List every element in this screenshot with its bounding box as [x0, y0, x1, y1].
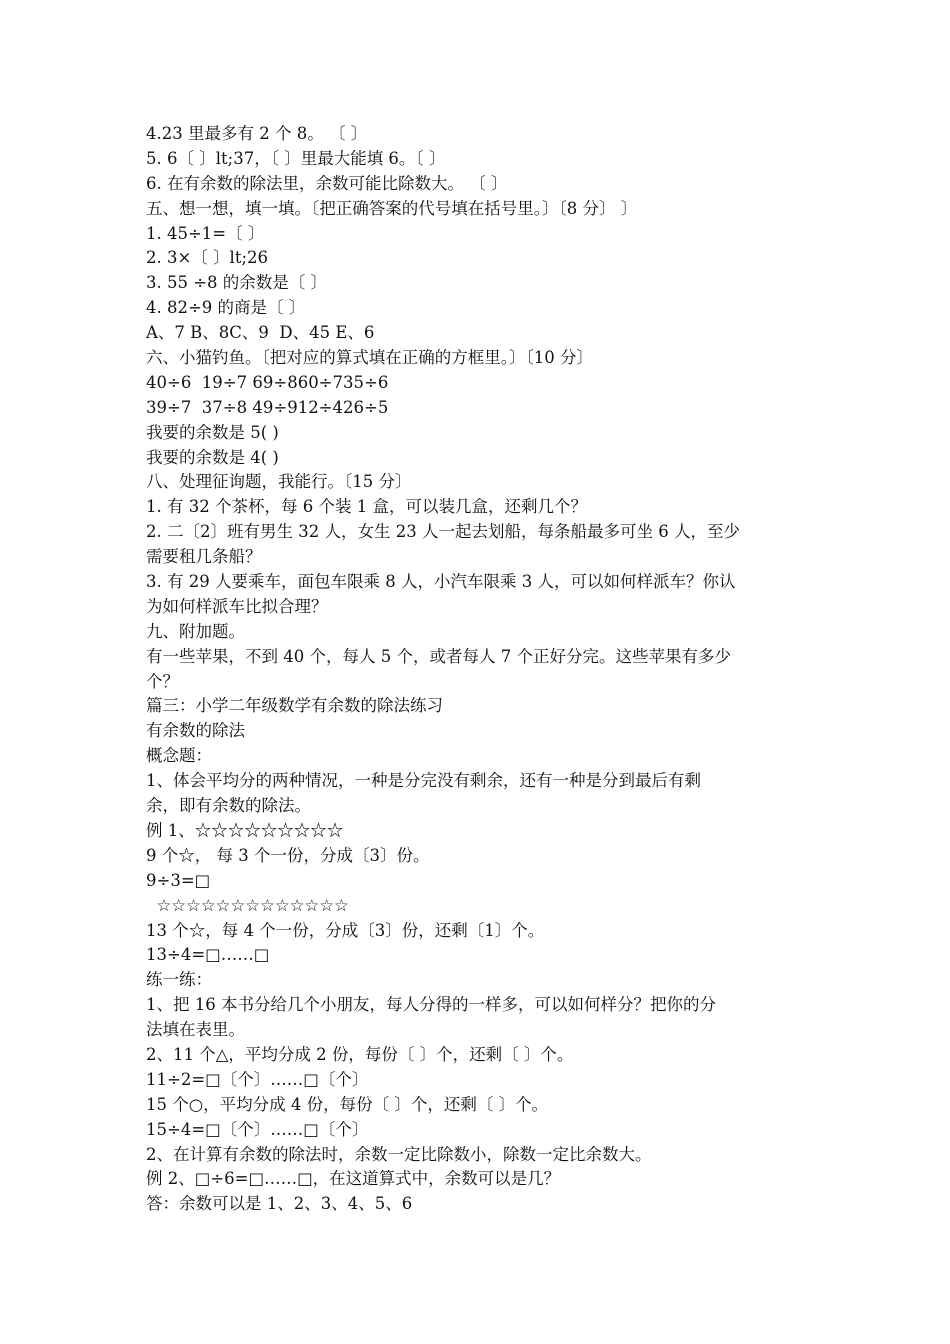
text-line: 3. 有 29 人要乘车，面包车限乘 8 人，小汽车限乘 3 人，可以如何样派车？你认	[146, 572, 736, 592]
text-line: 余，即有余数的除法。	[146, 796, 311, 816]
section-heading: 篇三：小学二年级数学有余数的除法练习	[146, 696, 443, 716]
text-line: 需要租几条船？	[146, 547, 262, 567]
text-line: 39÷7 37÷8 49÷912÷426÷5	[146, 397, 389, 417]
document-page	[146, 122, 811, 1217]
text-line: 1. 45÷1=〔 〕	[146, 223, 265, 243]
text-line: 例 1、☆☆☆☆☆☆☆☆☆	[146, 820, 344, 840]
text-line: 2. 二〔2〕班有男生 32 人，女生 23 人一起去划船，每条船最多可坐 6 人，至少	[146, 522, 740, 542]
text-line: 4.23 里最多有 2 个 8。 〔 〕	[146, 124, 368, 143]
text-line: 个？	[146, 671, 179, 691]
text-line: 2、11 个△，平均分成 2 份，每份〔 〕个，还剩〔 〕个。	[146, 1044, 574, 1064]
text-line: ☆☆☆☆☆☆☆☆☆☆☆☆☆	[146, 895, 349, 915]
text-line: 2、在计算有余数的除法时，余数一定比除数小，除数一定比余数大。	[146, 1144, 652, 1164]
text-line: 15 个○，平均分成 4 份，每份〔 〕个，还剩〔 〕个。	[146, 1094, 549, 1114]
text-line: 13÷4=□……□	[146, 945, 270, 965]
text-line: 2. 3×〔 〕lt;26	[146, 248, 269, 268]
section-heading: 八、处理征询题，我能行。〔15 分〕	[146, 472, 412, 492]
text-line: 5. 6〔 〕lt;37，〔 〕里最大能填 6。〔 〕	[146, 148, 446, 168]
text-line: 练一练：	[146, 970, 212, 990]
section-heading: 五、想一想，填一填。〔把正确答案的代号填在括号里。〕〔8 分〕 〕	[146, 198, 638, 218]
section-heading: 九、附加题。	[146, 621, 245, 641]
text-line: 概念题：	[146, 746, 212, 766]
text-line: 有一些苹果，不到 40 个，每人 5 个，或者每人 7 个正好分完。这些苹果有多少	[146, 646, 731, 666]
text-line: 11÷2=□〔个〕……□〔个〕	[146, 1069, 369, 1089]
text-line: 1、体会平均分的两种情况，一种是分完没有剩余，还有一种是分到最后有剩	[146, 771, 701, 791]
answer-options: A、7 B、8C、9 D、45 E、6	[146, 323, 375, 343]
text-line: 9 个☆， 每 3 个一份，分成〔3〕份。	[146, 845, 430, 865]
text-line: 15÷4=□〔个〕……□〔个〕	[146, 1119, 369, 1139]
text-line: 3. 55 ÷8 的余数是〔 〕	[146, 273, 328, 293]
text-line: 4. 82÷9 的商是〔 〕	[146, 298, 306, 318]
text-line: 例 2、□÷6=□……□，在这道算式中，余数可以是几？	[146, 1169, 561, 1189]
text-line: 13 个☆，每 4 个一份，分成〔3〕份，还剩〔1〕个。	[146, 920, 545, 940]
text-line: 法填在表里。	[146, 1020, 245, 1040]
section-heading: 六、小猫钓鱼。〔把对应的算式填在正确的方框里。〕〔10 分〕	[146, 348, 593, 368]
text-line: 我要的余数是 4( )	[146, 447, 279, 467]
text-line: 答：余数可以是 1、2、3、4、5、6	[146, 1194, 413, 1214]
text-line: 我要的余数是 5( )	[146, 422, 279, 442]
text-line: 1、把 16 本书分给几个小朋友，每人分得的一样多，可以如何样分？把你的分	[146, 995, 716, 1015]
text-line: 1. 有 32 个茶杯，每 6 个装 1 盒，可以装几盒，还剩几个？	[146, 497, 587, 517]
text-line: 40÷6 19÷7 69÷860÷735÷6	[146, 372, 389, 392]
text-line: 为如何样派车比拟合理？	[146, 596, 328, 616]
text-line: 有余数的除法	[146, 721, 245, 741]
text-line: 9÷3=□	[146, 870, 211, 890]
text-line: 6. 在有余数的除法里，余数可能比除数大。 〔 〕	[146, 173, 508, 193]
